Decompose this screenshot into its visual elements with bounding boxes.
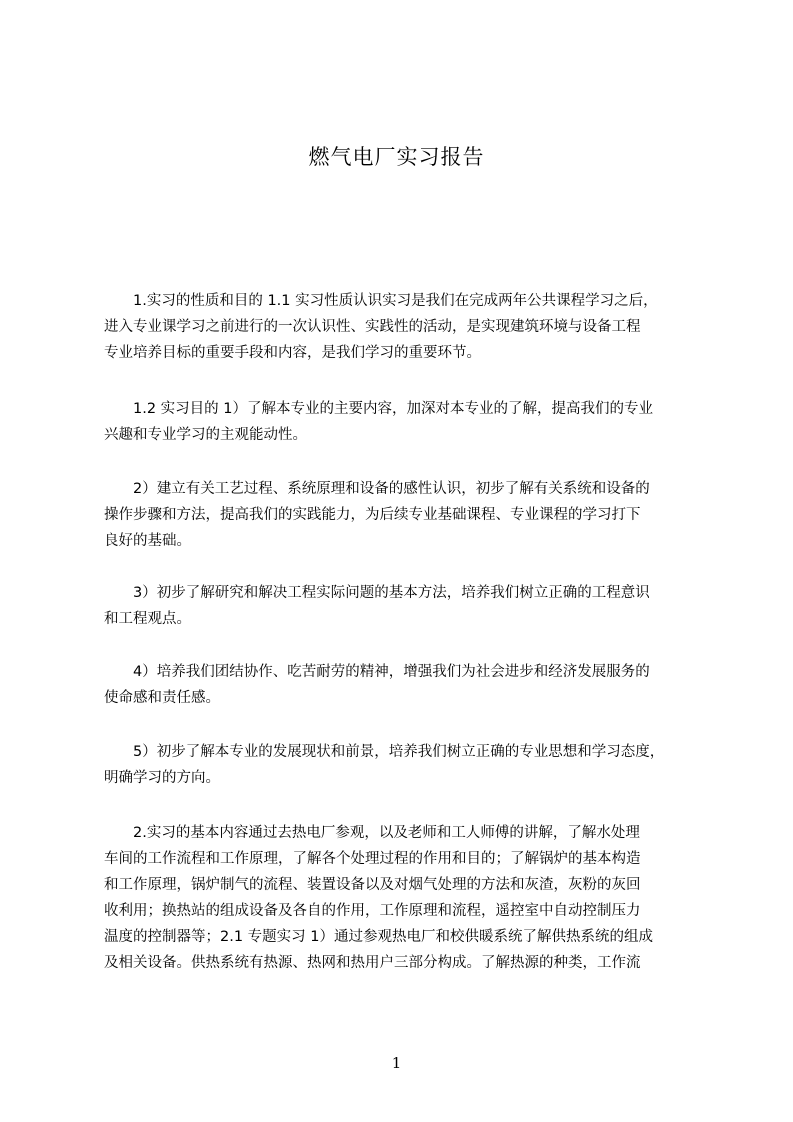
text-line: 温度的控制器等；2.1 专题实习 1）通过参观热电厂和校供暖系统了解供热系统的组成 (104, 929, 654, 945)
text-line: 车间的工作流程和工作原理，了解各个处理过程的作用和目的；了解锅炉的基本构造 (104, 851, 641, 867)
paragraph-7 (104, 820, 710, 976)
text-line: 使命感和责任感。 (104, 690, 220, 706)
paragraph-1 (104, 288, 710, 366)
page-number: 1 (391, 1054, 402, 1072)
text-line: 5）初步了解本专业的发展现状和前景，培养我们树立正确的专业思想和学习态度， (104, 744, 665, 760)
text-line: 操作步骤和方法，提高我们的实践能力，为后续专业基础课程、专业课程的学习打下 (104, 507, 641, 523)
text-line: 2）建立有关工艺过程、系统原理和设备的感性认识，初步了解有关系统和设备的 (104, 481, 650, 497)
text-line: 2.实习的基本内容通过去热电厂参观，以及老师和工人师傅的讲解，了解水处理 (104, 825, 640, 841)
paragraph-2 (104, 396, 710, 448)
paragraph-5 (104, 659, 710, 711)
text-line: 3）初步了解研究和解决工程实际问题的基本方法，培养我们树立正确的工程意识 (104, 585, 650, 601)
text-line: 专业培养目标的重要手段和内容，是我们学习的重要环节。 (104, 345, 481, 361)
text-line: 1.2 实习目的 1）了解本专业的主要内容，加深对本专业的了解，提高我们的专业 (104, 401, 654, 417)
text-line: 进入专业课学习之前进行的一次认识性、实践性的活动，是实现建筑环境与设备工程 (104, 319, 641, 335)
text-line: 明确学习的方向。 (104, 770, 220, 786)
text-line: 4）培养我们团结协作、吃苦耐劳的精神，增强我们为社会进步和经济发展服务的 (104, 664, 650, 680)
text-line: 良好的基础。 (104, 533, 191, 549)
document-title: 燃气电厂实习报告 (308, 145, 485, 169)
text-line: 收利用；换热站的组成设备及各自的作用，工作原理和流程，遥控室中自动控制压力 (104, 903, 641, 919)
text-line: 1.实习的性质和目的 1.1 实习性质认识实习是我们在完成两年公共课程学习之后， (104, 293, 658, 309)
paragraph-3 (104, 476, 710, 554)
text-line: 兴趣和专业学习的主观能动性。 (104, 427, 307, 443)
text-line: 及相关设备。供热系统有热源、热网和热用户三部分构成。了解热源的种类，工作流 (104, 955, 641, 971)
paragraph-6 (104, 739, 710, 791)
paragraph-4 (104, 580, 710, 632)
text-line: 和工程观点。 (104, 611, 191, 627)
text-line: 和工作原理，锅炉制气的流程、装置设备以及对烟气处理的方法和灰渣，灰粉的灰回 (104, 877, 641, 893)
